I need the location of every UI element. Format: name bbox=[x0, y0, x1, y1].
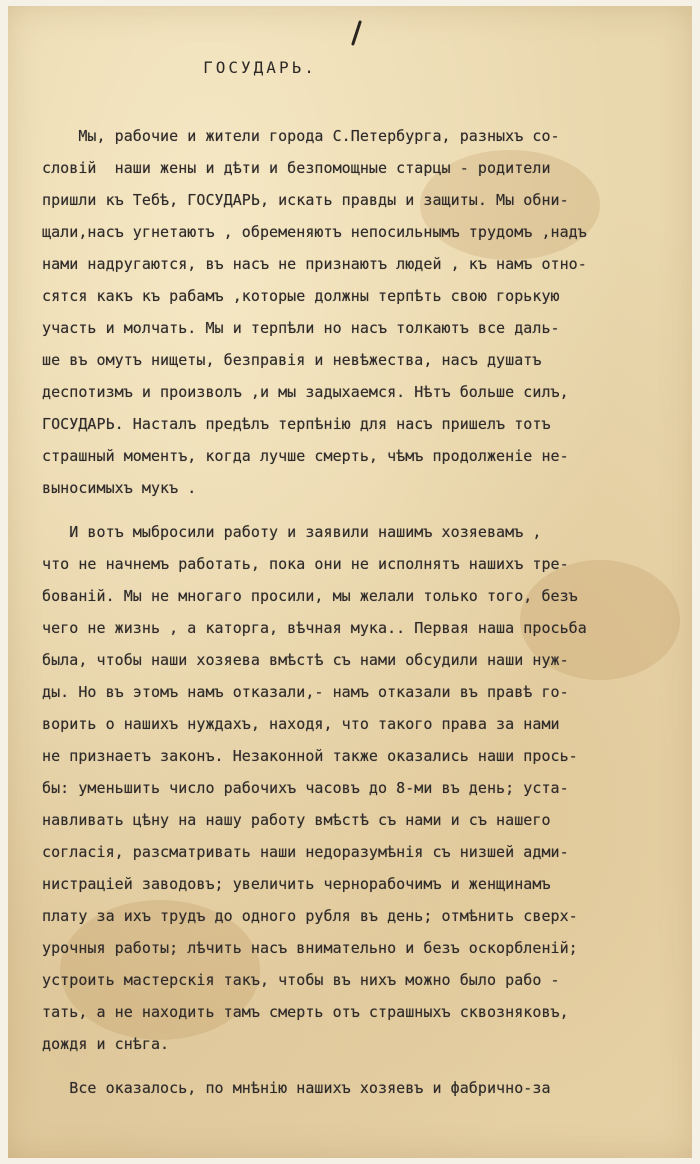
text-line: выносимыхъ мукъ . bbox=[42, 479, 197, 497]
text-line: сятся какъ къ рабамъ ,которые должны терпѣть свою горькую bbox=[42, 287, 560, 305]
text-line: Все оказалось, по мнѣнію нашихъ хозяевъ и фабрично-за bbox=[42, 1079, 551, 1097]
text-line: ГОСУДАРЬ. Насталъ предѣлъ терпѣнію для насъ пришелъ тотъ bbox=[42, 415, 551, 433]
text-line: деспотизмъ и произволъ ,и мы задыхаемся. Нѣтъ больше силъ, bbox=[42, 383, 569, 401]
text-line: дождя и снѣга. bbox=[42, 1035, 170, 1053]
text-line: нистраціей заводовъ; увеличить чернорабочимъ и женщинамъ bbox=[42, 875, 551, 893]
text-line: И вотъ мыбросили работу и заявили нашимъ хозяевамъ , bbox=[42, 523, 542, 541]
text-line: бованій. Мы не многаго просили, мы желали только того, безъ bbox=[42, 587, 578, 605]
text-line: что не начнемъ работать, пока они не исполнятъ нашихъ тре- bbox=[42, 555, 569, 573]
text-line: пришли къ Тебѣ, ГОСУДАРЬ, искать правды и защиты. Мы обни- bbox=[42, 191, 569, 209]
text-line: ше въ омутъ нищеты, безправія и невѣжества, насъ душатъ bbox=[42, 351, 542, 369]
text-line: устроить мастерскія такъ, чтобы въ нихъ можно было рабо - bbox=[42, 971, 560, 989]
text-line: ворить о нашихъ нуждахъ, находя, что такого права за нами bbox=[42, 715, 560, 733]
text-line: Мы, рабочие и жители города С.Петербурга, разныхъ со- bbox=[42, 127, 560, 145]
paragraph bbox=[42, 120, 692, 504]
text-line: ды. Но въ этомъ намъ отказали,- намъ отказали въ правѣ го- bbox=[42, 683, 569, 701]
paragraph bbox=[42, 1072, 692, 1104]
text-line: бы: уменьшить число рабочихъ часовъ до 8-ми въ день; уста- bbox=[42, 779, 569, 797]
page-title: ГОСУДАРЬ. bbox=[203, 58, 317, 77]
text-line: плату за ихъ трудъ до одного рубля въ день; отмѣнить сверх- bbox=[42, 907, 578, 925]
page-edge-right bbox=[692, 0, 700, 1164]
text-line: была, чтобы наши хозяева вмѣстѣ съ нами обсудили наши нуж- bbox=[42, 651, 569, 669]
text-line: урочныя работы; лѣчить насъ внимательно и безъ оскорбленій; bbox=[42, 939, 578, 957]
document-body bbox=[42, 120, 692, 1104]
paragraph bbox=[42, 516, 692, 1060]
text-line: нами надругаются, въ насъ не признаютъ людей , къ намъ отно- bbox=[42, 255, 587, 273]
text-line: согласія, разсматривать наши недоразумѣнія съ низшей адми- bbox=[42, 843, 569, 861]
text-line: тать, а не находить тамъ смерть отъ страшныхъ сквозняковъ, bbox=[42, 1003, 569, 1021]
text-line: словій наши жены и дѣти и безпомощные старцы - родители bbox=[42, 159, 551, 177]
text-line: щали,насъ угнетаютъ , обременяютъ непосильнымъ трудомъ ,надъ bbox=[42, 223, 587, 241]
text-line: чего не жизнь , а каторга, вѣчная мука.. Первая наша просьба bbox=[42, 619, 587, 637]
page-edge-left bbox=[0, 0, 8, 1164]
pen-mark bbox=[351, 20, 362, 46]
text-line: участь и молчать. Мы и терпѣли но насъ толкаютъ все даль- bbox=[42, 319, 560, 337]
text-line: навливать цѣну на нашу работу вмѣстѣ съ нами и съ нашего bbox=[42, 811, 551, 829]
text-line: страшный моментъ, когда лучше смерть, чѣмъ продолженіе не- bbox=[42, 447, 569, 465]
text-line: не признаетъ законъ. Незаконной также оказались наши прось- bbox=[42, 747, 578, 765]
